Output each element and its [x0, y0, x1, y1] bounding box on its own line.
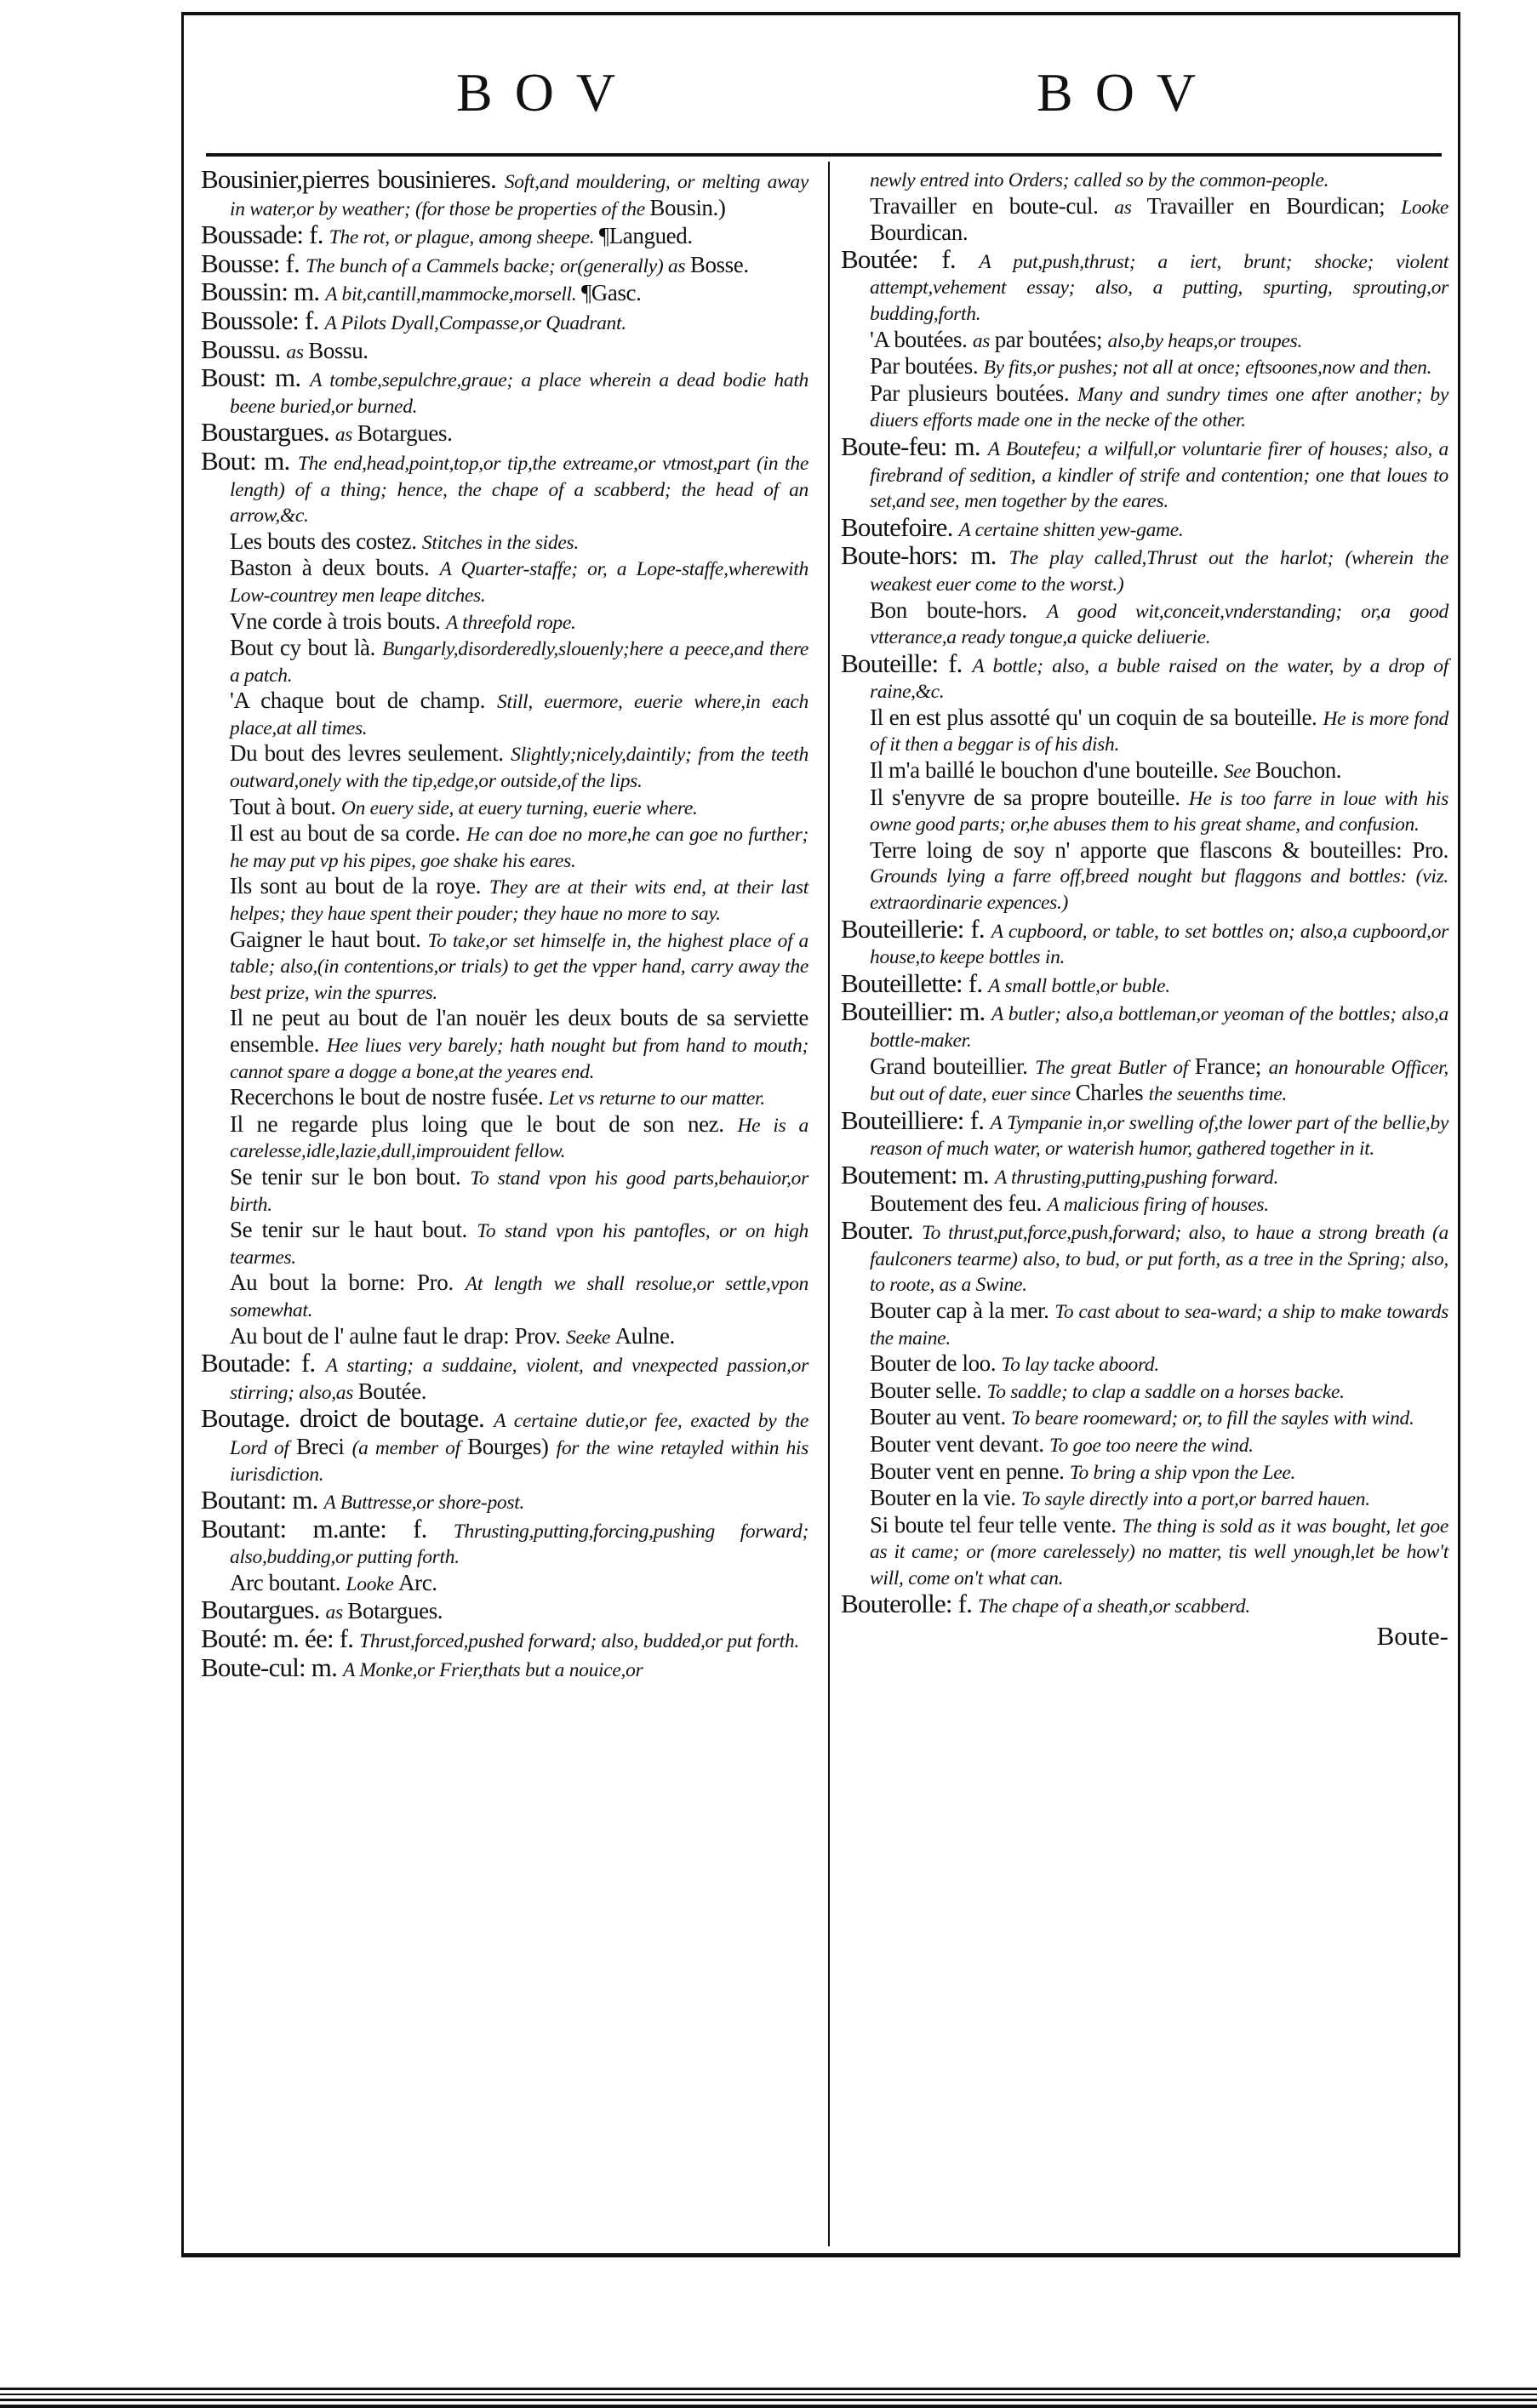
definition-text: To bring a ship vpon the Lee. [1069, 1461, 1296, 1484]
dictionary-entry [841, 431, 1449, 515]
definition-text: Still, euermore, euerie where,in each place,at all times. [230, 691, 808, 739]
headword: Boustargues. [201, 417, 335, 448]
french-term: Breci [296, 1433, 352, 1459]
french-term: Boutée. [357, 1378, 427, 1404]
definition-text: A bit,cantill,mammocke,morsell. [325, 283, 581, 306]
sub-entry [841, 838, 1448, 916]
french-term: Charles [1075, 1080, 1149, 1106]
definition-text: To saddle; to clap a saddle on a horses backe. [986, 1380, 1345, 1403]
sub-entry [201, 741, 808, 794]
definition-text: The great Butler of [1035, 1056, 1195, 1079]
definition-text: A put,push,thrust; a iert, brunt; shocke; violent attempt,vehement essay; also, a putting, spurting, sprouting,or budding,forth. [870, 250, 1448, 325]
headword: 'A boutées. [870, 326, 973, 352]
headword: Boussu. [201, 334, 287, 364]
french-term: Botargues. [347, 1598, 443, 1624]
definition-text: By fits,or pushes; not all at once; eftsoones,now and then. [983, 357, 1432, 379]
headword: Tout à bout. [230, 793, 341, 819]
definition-text: A thrusting,putting,pushing forward. [994, 1166, 1279, 1189]
headword: Se tenir sur le haut bout. [230, 1217, 477, 1243]
french-term: Travailler en Bourdican; [1146, 192, 1402, 219]
running-head-left: BOV [456, 62, 638, 123]
headword: Les bouts des costez. [230, 528, 422, 554]
sub-entry [201, 636, 808, 688]
definition-text: On euery side, at euery turning, euerie where. [340, 796, 698, 819]
header-rule [206, 153, 1442, 157]
dictionary-entry [201, 1350, 808, 1406]
headword: Bouteilliere: f. [841, 1104, 991, 1135]
dictionary-entry [201, 248, 808, 280]
headword: Il est au bout de sa corde. [230, 820, 467, 847]
scan-artifact-line [0, 2388, 1537, 2390]
dictionary-entry [841, 913, 1448, 971]
sub-entry [201, 795, 808, 822]
definition-text: A Tympanie in,or swelling of,the lower part of the bellie,by reason of much water, or waterish humor, gathered together in it. [870, 1111, 1448, 1161]
definition-text: To cast about to sea-ward; a ship to make towards the maine. [870, 1300, 1448, 1350]
definition-text: At length we shall resolue,or settle,vpon somewhat. [230, 1273, 808, 1321]
sub-entry [201, 1270, 808, 1323]
sub-entry [201, 1218, 808, 1270]
catchword: Boute- [1376, 1621, 1448, 1652]
definition-text: as [286, 340, 309, 363]
dictionary-entry [201, 1513, 808, 1571]
definition-text: A bottle; also, a buble raised on the water, by a drop of raine,&c. [870, 654, 1448, 704]
headword: Il m'a baillé le bouchon d'une bouteille. [870, 757, 1224, 784]
definition-text: A Buttresse,or shore-post. [323, 1492, 525, 1515]
definition-text: Thrusting,putting,forcing,pushing forward; also,budding,or putting forth. [230, 1520, 808, 1569]
scan-artifact-line [0, 2394, 1537, 2395]
sub-entry [201, 927, 808, 1007]
sub-entry [841, 354, 1448, 381]
definition-text: The thing is sold as it was bought, let goe as it came; or (more carelessely) no matter, tis well ynough,let be how't will, come on't what can. [870, 1515, 1448, 1589]
french-term: Bourges) [467, 1433, 557, 1459]
definition-text: To stand vpon his good parts,behauior,or birth. [230, 1167, 808, 1216]
headword: Boutant: m. [201, 1485, 324, 1515]
headword: Boute-feu: m. [841, 431, 988, 461]
definition-text: Slightly;nicely,daintily; from the teeth outward,onely with the tip,edge,or outside,of the lips. [230, 744, 808, 793]
sub-entry [201, 1165, 808, 1218]
definition-text: A Boutefeu; a wilfull,or voluntarie firer of houses; also, a firebrand of sedition, a kindler of strife and contention; one that loues to set,and see, men together by the eares. [870, 437, 1449, 513]
sub-entry [201, 609, 808, 636]
definition-text: also,by heaps,or troupes. [1107, 329, 1303, 352]
headword: Bon boute-hors. [870, 596, 1047, 623]
definition-text: A butler; also,a bottleman,or yeoman of the bottles; also,a bottle-maker. [870, 1003, 1448, 1052]
definition-text: To goe too neere the wind. [1048, 1434, 1254, 1457]
definition-text: A starting; a suddaine, violent, and vnexpected passion,or stirring; also,as [230, 1355, 808, 1404]
french-term: Bossu. [308, 337, 369, 363]
sub-entry [841, 785, 1448, 838]
headword: Boussin: m. [201, 277, 326, 307]
sub-entry [841, 598, 1448, 651]
headword: Bouter au vent. [870, 1404, 1012, 1430]
dictionary-entry [201, 334, 808, 366]
dictionary-entry [841, 540, 1448, 597]
headword: Gaigner le haut bout. [230, 926, 428, 952]
definition-text: for the wine retayled within his iurisdiction. [230, 1436, 809, 1486]
headword: Boussade: f. [201, 220, 329, 250]
sub-entry [841, 194, 1448, 247]
dictionary-entry [201, 445, 808, 529]
headword: Bousse: f. [201, 248, 306, 278]
sub-entry [201, 1571, 808, 1598]
headword: Bouter vent en penne. [870, 1458, 1070, 1484]
french-term: ¶Langued. [598, 223, 693, 249]
headword: Bouter vent devant. [870, 1430, 1049, 1457]
headword: Bout: m. [201, 445, 298, 476]
headword: Boutargues. [201, 1595, 326, 1625]
definition-text: as [325, 1601, 348, 1624]
dictionary-entry [201, 1487, 808, 1516]
headword: Par boutées. [870, 353, 984, 379]
headword: Boust: m. [201, 362, 311, 393]
definition-text: A Quarter-staffe; or, a Lope-staffe,wherewith Low-countrey men leape ditches. [230, 558, 808, 607]
definition-text: Stitches in the sides. [421, 531, 579, 554]
headword: Par plusieurs boutées. [870, 379, 1078, 406]
definition-text: Grounds lying a farre off,breed nought but flaggons and bottles: (viz. extraordinarie expences.) [870, 865, 1448, 915]
headword: Bouteille: f. [841, 648, 973, 678]
dictionary-entry [841, 1104, 1448, 1162]
definition-text: A Pilots Dyall,Compasse,or Quadrant. [324, 311, 626, 334]
scan-artifact-line [0, 2399, 1537, 2401]
headword: Du bout des levres seulement. [230, 740, 511, 767]
headword: Boutée: f. [841, 243, 980, 274]
definition-text: To sayle directly into a port,or barred hauen. [1021, 1488, 1370, 1511]
french-term: Bouchon. [1255, 757, 1342, 784]
headword: Boutant: m.ante: f. [201, 1513, 454, 1544]
sub-entry [841, 758, 1448, 785]
definition-text: A cupboord, or table, to set bottles on; also,a cupboord,or house,to keepe bottles in. [870, 920, 1448, 969]
headword: Boutefoire. [841, 511, 959, 542]
headword: Arc boutant. [230, 1569, 346, 1595]
definition-text: A malicious firing of houses. [1047, 1193, 1269, 1216]
dictionary-entry [841, 1159, 1448, 1191]
scan-artifact-line [0, 2405, 1537, 2408]
french-term: Bourdican. [870, 220, 968, 246]
definition-text: A good wit,conceit,vnderstanding; or,a good vtterance,a ready tongue,a quicke deliuerie. [870, 600, 1448, 649]
dictionary-entry [201, 305, 808, 337]
definition-text: To thrust,put,force,push,forward; also, to haue a strong breath (a faulconers tearme) also, to bud, or put forth, as a tree in the Spring; also, to roote, as a Swine. [870, 1222, 1449, 1297]
definition-text: newly entred into Orders; called so by the common-people. [870, 169, 1329, 191]
headword: Bousinier,pierres bousinieres. [201, 164, 505, 194]
definition-text: Many and sundry times one after another; by diuers efforts made one in the necke of the other. [870, 383, 1449, 432]
sub-entry [201, 688, 808, 741]
headword: Bouteillier: m. [841, 996, 991, 1027]
headword: 'A chaque bout de champ. [230, 688, 498, 714]
headword: Au bout la borne: Pro. [230, 1270, 466, 1296]
headword: Bouter selle. [870, 1377, 987, 1403]
sub-entry [841, 1513, 1448, 1592]
definition-text: an honourable Officer, but out of date, euer since [870, 1056, 1448, 1106]
sub-entry [201, 874, 808, 927]
definition-text: A certaine shitten yew-game. [958, 518, 1184, 541]
headword: Boute-cul: m. [201, 1652, 344, 1682]
headword: Grand bouteillier. [870, 1053, 1036, 1079]
column-divider [828, 162, 830, 2246]
sub-entry [201, 1112, 808, 1165]
dictionary-entry [841, 511, 1448, 544]
headword: Bouterolle: f. [841, 1589, 979, 1619]
sub-entry [201, 1006, 808, 1085]
definition-text: A small bottle,or buble. [988, 974, 1170, 997]
dictionary-entry [841, 967, 1448, 1000]
definition-text: To take,or set himselfe in, the highest place of a table; also,(in contentions,or trials) to get the vpper hand, carry away the best prize, win the spurres. [230, 929, 808, 1004]
headword: Il en est plus assotté qu' un coquin de sa bouteille. [870, 704, 1323, 730]
headword: Terre loing de soy n' apporte que flascons & bouteilles: Pro. [870, 836, 1448, 863]
definition-text: The end,head,point,top,or tip,the extreame,or vtmost,part (in the length) of a thing; hence, the chape of a scabberd; the head of an arrow,&c. [230, 452, 808, 528]
definition-text: The rot, or plague, among sheepe. [329, 226, 599, 249]
french-term: Aulne. [614, 1322, 675, 1349]
sub-entry [841, 1191, 1448, 1218]
dictionary-entry [841, 996, 1448, 1053]
definition-text: A threefold rope. [445, 611, 576, 634]
french-term: ¶Gasc. [580, 280, 642, 306]
dictionary-entry [841, 1591, 1448, 1620]
definition-text: To lay tacke aboord. [1001, 1354, 1159, 1377]
dictionary-entry [841, 167, 1448, 194]
definition-text: He is more fond of it then a beggar is of his dish. [870, 707, 1448, 756]
definition-text: Looke [1401, 196, 1448, 219]
french-term: France; [1194, 1053, 1269, 1079]
sub-entry [841, 1054, 1448, 1108]
left-column [201, 164, 809, 1683]
headword: Il ne peut au bout de l'an nouër les deux bouts de sa serviette ensemble. [230, 1005, 808, 1057]
sub-entry [841, 1405, 1448, 1432]
french-term: Botargues. [357, 420, 453, 447]
definition-text: Soft,and mouldering, or melting away in water,or by weather; (for those be properties of the [230, 171, 808, 220]
french-term: par boutées; [994, 326, 1108, 352]
dictionary-entry [201, 1623, 808, 1655]
definition-text: See [1223, 761, 1256, 784]
sub-entry [841, 381, 1448, 434]
headword: Se tenir sur le bon bout. [230, 1163, 471, 1190]
definition-text: the seuenths time. [1148, 1083, 1287, 1106]
sub-entry [201, 1324, 808, 1351]
definition-text: The bunch of a Cammels backe; or(generally) as [305, 254, 690, 277]
definition-text: Hee liues very barely; hath nought but from hand to mouth; cannot spare a dogge a bone,at the yeares end. [230, 1035, 808, 1083]
headword: Bouter. [841, 1215, 923, 1246]
sub-entry [841, 1351, 1448, 1378]
definition-text: They are at their wits end, at their last helpes; they haue spent their pouder; they haue no more to say. [230, 876, 809, 926]
definition-text: He can doe no more,he can goe no further; he may put vp his pipes, goe shake his eares. [230, 824, 808, 872]
definition-text: Looke [346, 1572, 399, 1595]
headword: Ils sont au bout de la roye. [230, 873, 489, 899]
sub-entry [841, 328, 1448, 355]
french-term: Arc. [398, 1569, 437, 1595]
headword: Bouter de loo. [870, 1350, 1002, 1377]
definition-text: Seeke [566, 1326, 615, 1349]
dictionary-entry [201, 419, 808, 448]
sub-entry [201, 556, 808, 608]
dictionary-entry [841, 1215, 1449, 1298]
dictionary-entry [841, 648, 1448, 705]
definition-text: as [334, 424, 357, 447]
headword: Vne corde à trois bouts. [230, 608, 446, 634]
dictionary-entry [841, 243, 1448, 328]
dictionary-entry [201, 1597, 808, 1626]
headword: Il ne regarde plus loing que le bout de son nez. [230, 1110, 738, 1137]
running-head-right: BOV [1037, 62, 1219, 123]
headword: Au bout de l' aulne faut le drap: Prov. [230, 1322, 567, 1349]
headword: Bouter en la vie. [870, 1485, 1021, 1511]
definition-text: He is too farre in loue with his owne good parts; or,he abuses them to his great shame, and confusion. [870, 787, 1448, 836]
sub-entry [841, 1459, 1448, 1486]
french-term: Bosse. [689, 251, 749, 277]
sub-entry [201, 1085, 808, 1112]
headword: Si boute tel feur telle vente. [870, 1511, 1123, 1538]
headword: Bouteillette: f. [841, 967, 989, 998]
headword: Boute-hors: m. [841, 540, 1009, 571]
headword: Boutement: m. [841, 1159, 995, 1190]
sub-entry [841, 705, 1448, 758]
definition-text: Thrust,forced,pushed forward; also, budded,or put forth. [359, 1630, 799, 1653]
headword: Il s'enyvre de sa propre bouteille. [870, 784, 1189, 810]
definition-text: Let vs returne to our matter. [548, 1087, 765, 1110]
headword: Bout cy bout là. [230, 635, 382, 661]
dictionary-entry [201, 164, 808, 222]
definition-text: To beare roomeward; or, to fill the sayles with wind. [1011, 1407, 1414, 1430]
french-term: Bousin.) [649, 194, 726, 220]
dictionary-entry [201, 362, 808, 419]
dictionary-entry [201, 222, 808, 251]
headword: Boussole: f. [201, 305, 325, 335]
sub-entry [841, 1298, 1448, 1351]
definition-text: (a member of [351, 1436, 468, 1459]
definition-text: as [1114, 196, 1147, 219]
dictionary-entry [201, 279, 808, 308]
definition-text: Bungarly,disorderedly,slouenly;here a peece,and there a patch. [230, 638, 809, 687]
headword: Boutade: f. [201, 1348, 326, 1378]
definition-text: To stand vpon his pantofles, or on high tearmes. [230, 1220, 808, 1269]
sub-entry [841, 1378, 1448, 1406]
sub-entry [201, 821, 808, 874]
headword: Boutage. droict de boutage. [201, 1403, 494, 1434]
sub-entry [841, 1486, 1448, 1513]
headword: Travailler en boute-cul. [870, 192, 1115, 219]
headword: Boutement des feu. [870, 1190, 1048, 1216]
dictionary-entry [201, 1403, 809, 1487]
definition-text: A certaine dutie,or fee, exacted by the Lord of [230, 1410, 809, 1459]
headword: Bouté: m. ée: f. [201, 1623, 360, 1654]
definition-text: The chape of a sheath,or scabberd. [978, 1595, 1250, 1618]
definition-text: He is a carelesse,idle,lazie,dull,improuident fellow. [230, 1114, 808, 1163]
definition-text: A tombe,sepulchre,graue; a place wherein a dead bodie hath beene buried,or burned. [230, 369, 808, 418]
sub-entry [201, 529, 808, 556]
dictionary-entry [201, 1652, 808, 1684]
headword: Baston à deux bouts. [230, 555, 440, 581]
right-column [841, 167, 1449, 1652]
headword: Bouter cap à la mer. [870, 1297, 1055, 1323]
sub-entry [841, 1432, 1448, 1459]
headword: Bouteillerie: f. [841, 913, 991, 944]
definition-text: as [972, 329, 995, 352]
headword: Recerchons le bout de nostre fusée. [230, 1084, 549, 1110]
definition-text: A Monke,or Frier,thats but a nouice,or [343, 1658, 643, 1681]
definition-text: The play called,Thrust out the harlot; (wherein the weakest euer come to the worst.) [870, 547, 1448, 596]
